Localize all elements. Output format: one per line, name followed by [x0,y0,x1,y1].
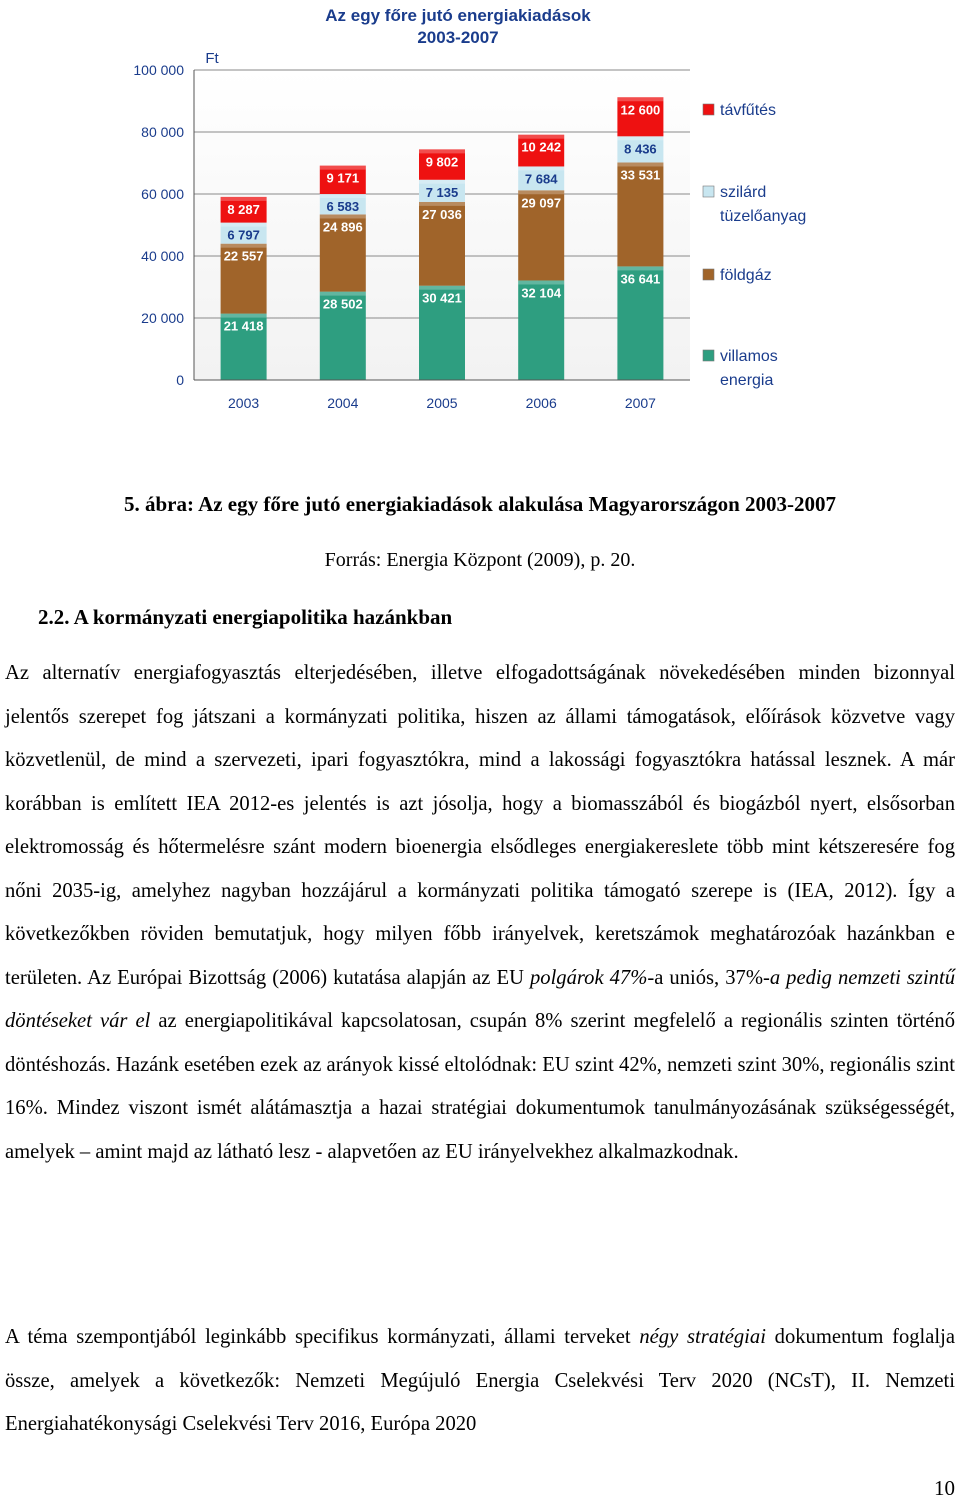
x-tick-label: 2005 [426,395,458,411]
data-label: 9 171 [326,170,360,186]
bar-segment-highlight [221,197,267,201]
legend-label: tüzelőanyag [720,208,807,225]
legend-swatch [703,186,714,197]
paragraph-italic-text: polgárok 47% [529,966,648,989]
bar-segment-highlight [419,180,465,184]
data-label: 7 135 [425,184,459,200]
bar-segment-highlight [617,162,663,166]
paragraph-text: dokumentum foglalja össze, amelyek a következők: Nemzeti Megújuló Energia Cselekvési Terv 2020 (NCsT), II. Nemzeti Energiahatékonysági Cselekvési Terv 2016, Európa 2020 [5,1326,955,1435]
legend-label: szilárd [720,184,767,201]
bar-segment-highlight [320,194,366,198]
legend-label: távfűtés [720,102,777,119]
paragraph-italic-text: -a pedig nemzeti szintű döntéseket vár el [5,966,955,1032]
paragraph-text: A téma szempontjából leginkább specifikus kormányzati, állami terveket [5,1326,640,1348]
bar-segment-highlight [518,135,564,139]
y-tick-label: 80 000 [141,124,184,140]
paragraph-text: Az alternatív energiafogyasztás elterjedésében, illetve elfogadottságának növekedésében minden bizonnyal jelentős szerepet fog játszani a kormányzati politika, hiszen az állami támogatások, előírások közvetve vagy közvetlenül, de mind a szervezeti, ipari fogyasztókra, mind a lakossági fogyasztókra hatással lesznek. A már korábban is említett IEA 2012-es jelentés is azt jósolja, hogy a biomasszából és biogázból nyert, elsősorban elektromosság és hőtermelésre szánt modern bioenergia elsődleges energiakereslete több mint kétszeresére fog nőni 2035-ig, amelyhez nagyban hozzájárul a kormányzati politika támogató szerepe is (IEA, 2012). Így a következőkben röviden bemutatjuk, hogy milyen főbb irányelvek, keretszámok meghatározóak hazánkban e területen. Az Európai Bizottság (2006) kutatása alapján az EU [5,662,955,989]
legend-label: energia [720,372,774,389]
chart-subtitle: 2003-2007 [417,28,499,47]
legend-label: villamos [720,348,778,365]
data-label: 6 797 [227,227,260,243]
body-paragraph-1 [5,652,955,1174]
x-tick-label: 2004 [327,395,359,411]
data-label: 30 421 [422,290,462,306]
legend-swatch [703,269,714,280]
bar-segment-highlight [320,166,366,170]
section-heading: 2.2. A kormányzati energiapolitika hazánkban [38,605,453,629]
figure-source: Forrás: Energia Központ (2009), p. 20. [324,549,636,571]
y-tick-label: 60 000 [141,186,184,202]
bar-segment-highlight [419,286,465,290]
legend-swatch [703,104,714,115]
chart-svg [100,0,860,430]
bar-segment-highlight [221,314,267,318]
figure-caption: 5. ábra: Az egy főre jutó energiakiadások alakulása Magyarországon 2003-2007 [123,492,837,516]
bar-segment-highlight [221,223,267,227]
legend-swatch [703,350,714,361]
x-tick-label: 2007 [624,395,656,411]
bar-segment-highlight [221,244,267,248]
bar-segment-highlight [320,214,366,218]
data-label: 32 104 [521,285,562,301]
y-tick-label: 0 [176,372,184,388]
data-label: 36 641 [620,271,661,287]
data-label: 29 097 [521,195,562,211]
bar-segment-highlight [419,202,465,206]
y-tick-label: 100 000 [133,62,184,78]
bar-segment-highlight [518,190,564,194]
data-label: 27 036 [422,206,462,222]
bar-segment-highlight [518,280,564,284]
data-label: 8 287 [227,201,260,217]
paragraph-text: -a uniós, 37% [647,966,763,989]
bar-segment-highlight [617,266,663,270]
data-label: 10 242 [521,139,562,155]
y-tick-label: 20 000 [141,310,184,326]
bar-segment-highlight [617,97,663,101]
data-label: 21 418 [223,318,264,334]
x-tick-label: 2006 [525,395,557,411]
bar-segment-highlight [617,136,663,140]
data-label: 6 583 [326,199,360,215]
chart-title: Az egy főre jutó energiakiadások [325,6,591,25]
data-label: 22 557 [223,248,264,264]
energy-expenditure-chart [100,0,860,430]
data-label: 28 502 [322,296,363,312]
body-paragraph-2 [5,1316,955,1447]
bar-segment-highlight [419,149,465,153]
y-tick-label: 40 000 [141,248,184,264]
data-label: 33 531 [620,167,661,183]
page-number: 10 [934,1476,955,1500]
x-tick-label: 2003 [228,395,260,411]
data-label: 24 896 [322,219,363,235]
paragraph-italic-text: négy stratégiai [639,1326,766,1348]
paragraph-text: az energiapolitikával kapcsolatosan, csupán 8% szerint megfelelő a regionális szinten történő döntéshozás. Hazánk esetében ezek az arányok kissé eltolódnak: EU szint 42%, nemzeti szint 30%, regionális szint 16%. Mindez viszont ismét alátámasztja a hazai stratégiai dokumentumok tanulmányozásának szükségességét, amelyek – amint majd az látható lesz - alapvetően az EU irányelvekhez alkalmazkodnak. [5,1010,955,1163]
y-axis-unit: Ft [205,50,219,67]
bar-segment-highlight [320,292,366,296]
legend-label: földgáz [720,267,772,284]
bar-segment-highlight [518,166,564,170]
data-label: 12 600 [620,102,661,118]
data-label: 8 436 [624,141,657,157]
data-label: 9 802 [425,154,459,170]
data-label: 7 684 [524,171,558,187]
